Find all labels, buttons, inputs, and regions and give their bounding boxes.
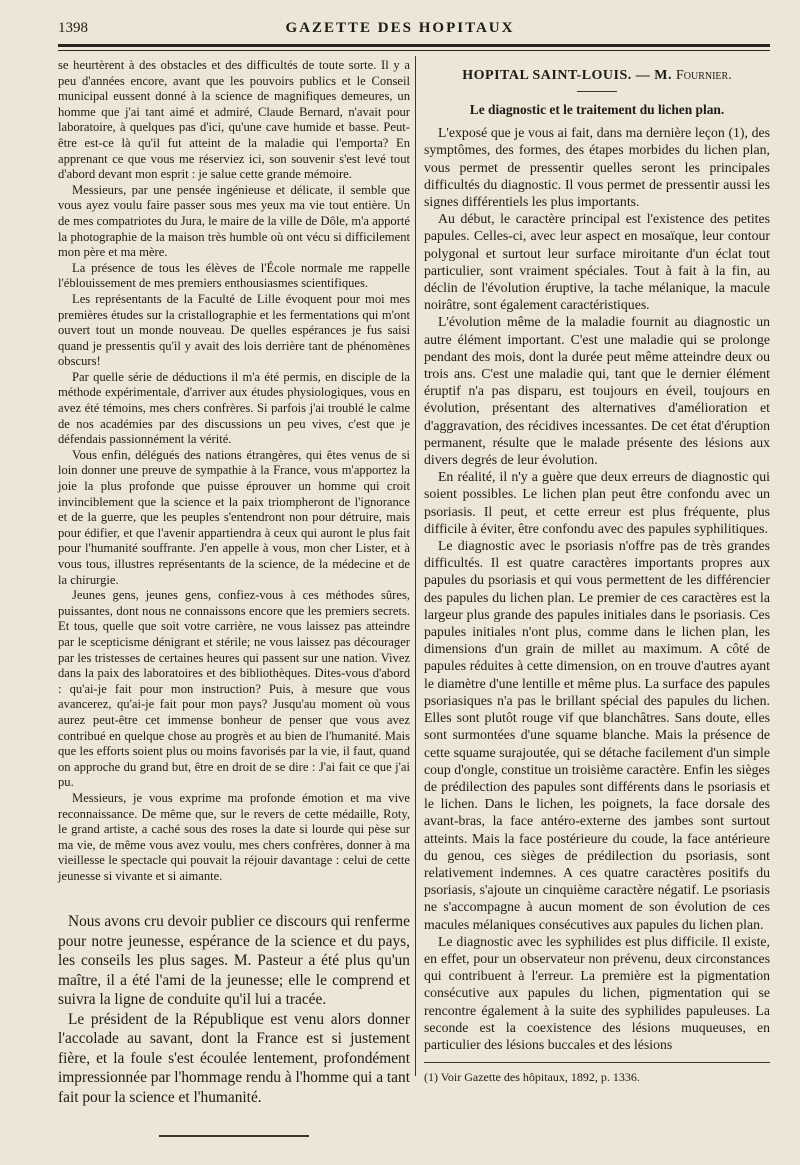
article-paragraph: Le diagnostic avec les syphilides est plus difficile. Il existe, en effet, pour un observateur non prévenu, deux circonstances qui contribuent à l'erreur. La première est la pigmentation consécutive aux papules du lichen, pigmentation qui se rencontre également à la suite des syphilides papuleuses. La seconde est la coexistence des lésions muqueuses, en particulier des lésions buccales et des lésions bbox=[424, 933, 770, 1052]
speech-paragraph: La présence de tous les élèves de l'École normale me rappelle l'éblouissement de mes premiers enthousiasmes scientifiques. bbox=[58, 260, 410, 291]
header-rule-thick bbox=[58, 44, 770, 47]
closing-paragraph: Nous avons cru devoir publier ce discours qui renferme pour notre jeunesse, espérance de la science et du pays, les conseils les plus sages. M. Pasteur a été plus qu'un maître, il a été l'ami de la jeunesse; elle le comprend et suivra la ligne de conduite qu'il lui a tracée. bbox=[58, 913, 410, 1009]
speech-paragraph: se heurtèrent à des obstacles et des difficultés de toute sorte. Il y a peu d'années encore, avant que les pouvoirs publics et le Conseil municipal eussent donné à la science de magnifiques demeures, un homme que j'ai tant aimé et admiré, Claude Bernard, n'avait pour laboratoire, à quelques pas d'ici, qu'une cave humide et basse. Peut-être est-ce là qu'il fut atteint de la maladie qui l'emporta? En apprenant ce que vous me réserviez ici, son souvenir s'est levé tout d'abord devant mon esprit : je salue cette grande mémoire. bbox=[58, 58, 410, 182]
footnote: (1) Voir Gazette des hôpitaux, 1892, p. 1336. bbox=[424, 1070, 640, 1084]
article-paragraph: L'exposé que je vous ai fait, dans ma dernière leçon (1), des symptômes, des formes, des étapes morbides du lichen plan, vous permet de pressentir quelles seront les principales difficultés du diagnostic. Il vous permet de pressentir aussi les signes différentiels les plus importants. bbox=[424, 125, 770, 209]
closing-paragraph: Le président de la République est venu alors donner l'accolade au savant, dont la France est si justement fière, et la foule s'est écoulée lentement, profondément impressionnée par l'hommage rendu à l'homme qui a tant fait pour la science et l'humanité. bbox=[58, 1010, 410, 1106]
editorial-closing bbox=[58, 912, 410, 1107]
article-paragraph: Le diagnostic avec le psoriasis n'offre pas de très grandes difficultés. Il est quatre caractères importants propres aux papules du psoriasis et qui vous permettent de les différencier des papules du lichen plan. Le premier de ces caractères est la largeur plus grande des papules initiales dans le psoriasis. Ces papules initiales n'ont plus, comme dans le lichen plan, les dimensions d'un grain de millet au maximum. A côté de papules réduites à cette dimension, on en trouve d'autres ayant le diamètre d'une lentille et même plus. La surface des papules psoriasiques n'a pas le brillant spécial des papules du lichen. Elles sont plutôt rouge vif que blanchâtres. Sans doute, elles sont surmontées d'une squame blanche. Mais la présence de cette squame surajoutée, qui se détache facilement d'un simple coup d'ongle, constitue un troisième caractère. Enfin les sièges de prédilection des papules sont différents dans le psoriasis et le lichen. Dans le lichen, les poignets, la face dorsale des avant-bras, la face antéro-externe des jambes sont surtout atteints. Mais la face postérieure du coude, la face antérieure du genou, ces sièges de prédilection du psoriasis, sont relativement indemnes. A ces quatre caractères positifs du psoriasis, s'ajoute un cinquième caractère négatif. Le psoriasis ne s'accompagne à aucun moment de son évolution de ces macules mélaniques consécutives aux papules du lichen plan. bbox=[424, 538, 770, 932]
section-author: Fournier. bbox=[675, 68, 732, 83]
section-title: HOPITAL SAINT-LOUIS. — M. bbox=[462, 68, 672, 83]
section-heading bbox=[424, 68, 770, 85]
header-rule-thin bbox=[58, 50, 770, 51]
heading-rule bbox=[577, 91, 617, 92]
section-end-rule bbox=[159, 1135, 309, 1137]
right-column bbox=[424, 58, 770, 1053]
article-body bbox=[424, 124, 770, 1053]
column-divider bbox=[415, 56, 416, 1076]
page-number: 1398 bbox=[58, 20, 88, 36]
speech-paragraph: Par quelle série de déductions il m'a été permis, en disciple de la méthode expérimentale, d'arriver aux études physiologiques, vous en avez été témoins, mes chers confrères. Si parfois j'ai troublé le calme de nos académies par des discussions un peu vives, c'est que je défendais passionnément la vérité. bbox=[58, 369, 410, 447]
speech-paragraph: Les représentants de la Faculté de Lille évoquent pour moi mes premières études sur la cristallographie et les fermentations qui m'ont ouvert tout un monde nouveau. De quelles espérances je fus saisi quand je pressentis qu'il y avait des lois derrière tant de phénomènes obscurs! bbox=[58, 291, 410, 369]
speech-paragraph: Vous enfin, délégués des nations étrangères, qui êtes venus de si loin donner une preuve de sympathie à la France, vous m'apportez la joie la plus profonde que puisse éprouver un homme qui croit invinciblement que la science et la paix triompheront de l'ignorance et de la guerre, que les peuples s'entendront non pour détruire, mais pour édifier, et que l'avenir appartiendra à ceux qui auront le plus fait pour l'humanité souffrante. J'en appelle à vous, mon cher Lister, et à vous tous, illustres représentants de la science, de la médecine et de la chirurgie. bbox=[58, 447, 410, 587]
article-paragraph: En réalité, il n'y a guère que deux erreurs de diagnostic qui soient possibles. Le lichen plan peut être confondu avec un psoriasis. Il peut, et cette erreur est plus fréquente, plus difficile à éviter, être confondu avec des papules syphilitiques. bbox=[424, 469, 770, 536]
article-title: Le diagnostic et le traitement du lichen plan. bbox=[469, 101, 725, 117]
speech-paragraph: Messieurs, je vous exprime ma profonde émotion et ma vive reconnaissance. De même que, sur le revers de cette médaille, Roty, le grand artiste, a caché sous des roses la date si lourde qui pèse sur ma vie, de même vous avez voulu, mes chers confrères, donner à ma vieillesse le spectacle qui pouvait la réjouir davantage : celui de cette jeunesse si vivante et si aimante. bbox=[58, 790, 410, 883]
article-paragraph: L'évolution même de la maladie fournit au diagnostic un autre élément important. C'est une maladie qui se prolonge pendant des mois, dont la durée peut même atteindre deux ou trois ans. C'est une maladie qui, tant que le dernier élément éruptif n'a pas disparu, est toujours en éveil, toujours en évolution, présentant des alternatives d'amélioration et d'aggravation, des récidives incessantes. De cet état d'éruption permanent, résulte que le malade présente des lésions aux divers degrés de leur évolution. bbox=[424, 314, 770, 468]
footnote-rule bbox=[424, 1062, 770, 1063]
article-paragraph: Au début, le caractère principal est l'existence des petites papules. Celles-ci, avec leur aspect en mosaïque, leur contour polygonal et surtout leur surface miroitante d'un éclat tout particulier, sont vraiment spéciales. Tout à fait à la fin, au déclin de l'évolution éruptive, la tache mélanique, la macule noirâtre, sont également caractéristiques. bbox=[424, 211, 770, 313]
left-column bbox=[58, 58, 410, 1137]
speech-paragraph: Messieurs, par une pensée ingénieuse et délicate, il semble que vous ayez voulu faire passer sous mes yeux ma vie tout entière. Un de mes compatriotes du Jura, le maire de la ville de Dôle, m'a apporté la photographie de la maison très humble où ont vécu si difficilement mon père et ma mère. bbox=[58, 182, 410, 260]
journal-title: GAZETTE DES HOPITAUX bbox=[285, 20, 515, 36]
speech-paragraph: Jeunes gens, jeunes gens, confiez-vous à ces méthodes sûres, puissantes, dont nous ne connaissons encore que les premiers secrets. Et tous, quelle que soit votre carrière, ne vous laissez pas atteindre par le scepticisme dénigrant et stérile; ne vous laissez pas décourager par les tristesses de certaines heures qui passent sur une nation. Vivez dans la paix des laboratoires et des bibliothèques. Dites-vous d'abord : qu'ai-je fait pour mon instruction? Puis, à mesure que vous avancerez, qu'ai-je fait pour mon pays? Jusqu'au moment où vous aurez peut-être cet immense bonheur de penser que vous avez contribué en quelque chose au progrès et au bien de l'humanité. Mais que les efforts soient plus ou moins favorisés par la vie, il faut, quand on approche du grand but, être en droit de se dire : J'ai fait ce que j'ai pu. bbox=[58, 588, 410, 790]
